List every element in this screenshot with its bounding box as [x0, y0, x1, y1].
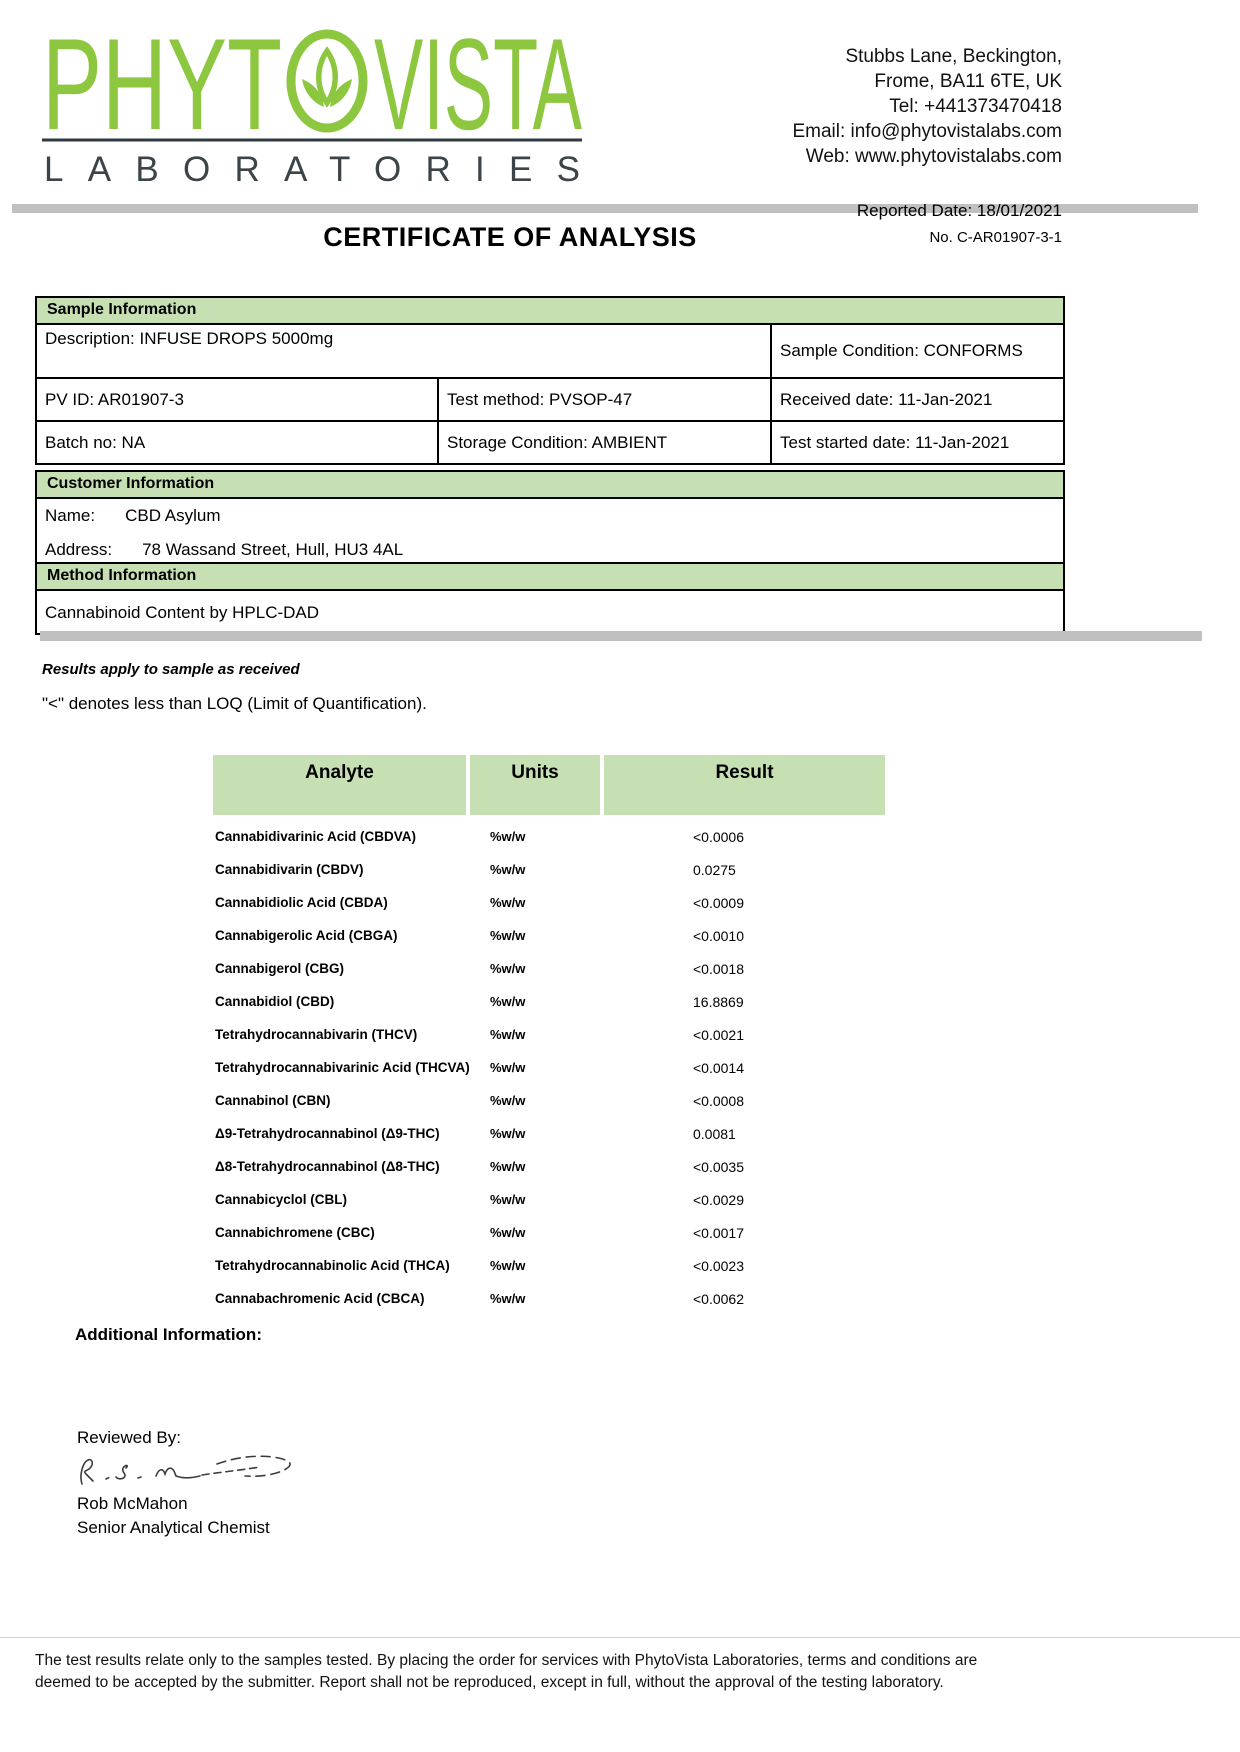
- results-table-body: [213, 815, 885, 1315]
- leaf-icon: [291, 34, 363, 128]
- table-row: [213, 1183, 885, 1216]
- results-table-header: [213, 755, 885, 815]
- result-result: <0.0006: [693, 828, 744, 845]
- result-result: <0.0008: [693, 1092, 744, 1109]
- results-apply-note: Results apply to sample as received: [42, 661, 300, 678]
- signature-graphic: [72, 1448, 307, 1494]
- result-units: %w/w: [490, 1192, 526, 1207]
- result-analyte: Cannabidiol (CBD): [215, 994, 335, 1009]
- received-date: Received date: 11-Jan-2021: [770, 379, 1063, 420]
- test-started-date: Test started date: 11-Jan-2021: [770, 422, 1063, 463]
- table-row: [213, 820, 885, 853]
- signature-image: [72, 1448, 307, 1499]
- sample-description-row: [37, 325, 1063, 379]
- batch-no: Batch no: NA: [45, 432, 146, 452]
- sample-information-header: Sample Information: [37, 298, 1063, 325]
- sample-condition: Sample Condition: CONFORMS: [770, 325, 1063, 377]
- customer-name-line: [45, 506, 1055, 526]
- result-analyte: Tetrahydrocannabinolic Acid (THCA): [215, 1258, 450, 1273]
- method-information-section: [35, 562, 1065, 635]
- method-name: Cannabinoid Content by HPLC-DAD: [45, 603, 320, 622]
- result-units: %w/w: [490, 1126, 526, 1141]
- footer-line1: The test results relate only to the samples tested. By placing the order for services with PhytoVista Laboratories, terms and conditions are: [35, 1652, 978, 1669]
- result-result: 16.8869: [693, 993, 744, 1010]
- customer-address-line: [45, 540, 1055, 560]
- result-units: %w/w: [490, 895, 526, 910]
- table-row: [213, 1051, 885, 1084]
- sample-batch-row: [37, 420, 1063, 463]
- report-meta: [857, 201, 1062, 246]
- result-units: %w/w: [490, 1060, 526, 1075]
- report-number: No. C-AR01907-3-1: [929, 229, 1062, 246]
- result-units: %w/w: [490, 829, 526, 844]
- result-analyte: Cannabigerol (CBG): [215, 961, 345, 976]
- method-information-header: Method Information: [37, 564, 1063, 591]
- result-analyte: Cannabachromenic Acid (CBCA): [215, 1291, 425, 1306]
- footer-line2: deemed to be accepted by the submitter. Report shall not be reproduced, except in full, without the approval of the testing laboratory.: [35, 1673, 944, 1691]
- result-analyte: Cannabinol (CBN): [215, 1093, 331, 1108]
- logo-graphic: [42, 11, 588, 189]
- lab-address-line1: Stubbs Lane, Beckington,: [845, 46, 1062, 67]
- table-row: [213, 1084, 885, 1117]
- test-method: Test method: PVSOP-47: [437, 379, 770, 420]
- column-header-analyte: Analyte: [213, 755, 466, 815]
- result-result: 0.0275: [693, 861, 736, 878]
- table-row: [213, 886, 885, 919]
- footer-disclaimer: [35, 1650, 1215, 1693]
- result-result: <0.0018: [693, 960, 744, 977]
- customer-details: [37, 499, 1063, 569]
- result-result: <0.0062: [693, 1290, 744, 1307]
- lab-phone: Tel: +441373470418: [889, 96, 1062, 117]
- result-result: <0.0017: [693, 1224, 744, 1241]
- result-analyte: Δ9-Tetrahydrocannabinol (Δ9-THC): [215, 1126, 440, 1141]
- result-units: %w/w: [490, 862, 526, 877]
- table-row: [213, 919, 885, 952]
- storage-condition: Storage Condition: AMBIENT: [437, 422, 770, 463]
- result-units: %w/w: [490, 1258, 526, 1273]
- signer-name: Rob McMahon: [77, 1494, 188, 1513]
- document-title: CERTIFICATE OF ANALYSIS: [323, 222, 697, 252]
- reviewed-by-label: Reviewed By:: [77, 1428, 181, 1447]
- result-analyte: Cannabidivarinic Acid (CBDVA): [215, 829, 417, 844]
- customer-address-label: Address:: [45, 540, 113, 559]
- customer-address: 78 Wassand Street, Hull, HU3 4AL: [142, 540, 404, 559]
- result-analyte: Cannabicyclol (CBL): [215, 1192, 348, 1207]
- result-analyte: Cannabidiolic Acid (CBDA): [215, 895, 388, 910]
- table-row: [213, 1018, 885, 1051]
- table-row: [213, 1150, 885, 1183]
- result-analyte: Tetrahydrocannabivarinic Acid (THCVA): [215, 1060, 470, 1075]
- result-result: <0.0010: [693, 927, 744, 944]
- pv-id: PV ID: AR01907-3: [45, 389, 184, 409]
- table-row: [213, 853, 885, 886]
- table-row: [213, 1216, 885, 1249]
- result-result: <0.0023: [693, 1257, 744, 1274]
- result-analyte: Cannabidivarin (CBDV): [215, 862, 364, 877]
- result-units: %w/w: [490, 1027, 526, 1042]
- result-units: %w/w: [490, 1093, 526, 1108]
- results-table: [213, 755, 885, 1315]
- result-units: %w/w: [490, 1225, 526, 1240]
- customer-name: CBD Asylum: [125, 506, 221, 525]
- table-row: [213, 985, 885, 1018]
- logo-text-part2: VISTA: [374, 11, 583, 157]
- signer-role: Senior Analytical Chemist: [77, 1518, 270, 1537]
- lab-website: Web: www.phytovistalabs.com: [805, 146, 1062, 167]
- lab-contact-info: [792, 44, 1062, 169]
- result-analyte: Δ8-Tetrahydrocannabinol (Δ8-THC): [215, 1159, 440, 1174]
- table-row: [213, 952, 885, 985]
- result-analyte: Tetrahydrocannabivarin (THCV): [215, 1027, 418, 1042]
- section-shadow-bar: [40, 631, 1202, 641]
- logo-text-part1: PHYT: [42, 11, 282, 157]
- loq-note: "<" denotes less than LOQ (Limit of Quantification).: [42, 694, 427, 713]
- result-result: <0.0021: [693, 1026, 744, 1043]
- result-result: <0.0029: [693, 1191, 744, 1208]
- result-result: 0.0081: [693, 1125, 736, 1142]
- result-units: %w/w: [490, 1291, 526, 1306]
- sample-description: Description: INFUSE DROPS 5000mg: [45, 329, 334, 348]
- customer-information-header: Customer Information: [37, 472, 1063, 499]
- result-units: %w/w: [490, 928, 526, 943]
- reported-date: Reported Date: 18/01/2021: [856, 201, 1062, 220]
- table-row: [213, 1282, 885, 1315]
- table-row: [213, 1117, 885, 1150]
- footer-divider: [0, 1637, 1240, 1638]
- phytovista-logo: [42, 11, 588, 191]
- table-row: [213, 1249, 885, 1282]
- customer-name-label: Name:: [45, 506, 96, 525]
- lab-address-line2: Frome, BA11 6TE, UK: [874, 71, 1062, 92]
- result-analyte: Cannabichromene (CBC): [215, 1225, 375, 1240]
- customer-information-section: [35, 470, 1065, 571]
- sample-information-section: [35, 296, 1065, 465]
- result-units: %w/w: [490, 961, 526, 976]
- result-result: <0.0035: [693, 1158, 744, 1175]
- sample-ids-row: [37, 379, 1063, 420]
- column-header-result: Result: [604, 755, 885, 815]
- result-result: <0.0009: [693, 894, 744, 911]
- logo-subtitle: LABORATORIES: [44, 150, 580, 189]
- lab-email: Email: info@phytovistalabs.com: [792, 121, 1062, 142]
- result-result: <0.0014: [693, 1059, 744, 1076]
- result-units: %w/w: [490, 1159, 526, 1174]
- result-units: %w/w: [490, 994, 526, 1009]
- additional-information-label: Additional Information:: [75, 1325, 262, 1344]
- column-header-units: Units: [470, 755, 600, 815]
- result-analyte: Cannabigerolic Acid (CBGA): [215, 928, 398, 943]
